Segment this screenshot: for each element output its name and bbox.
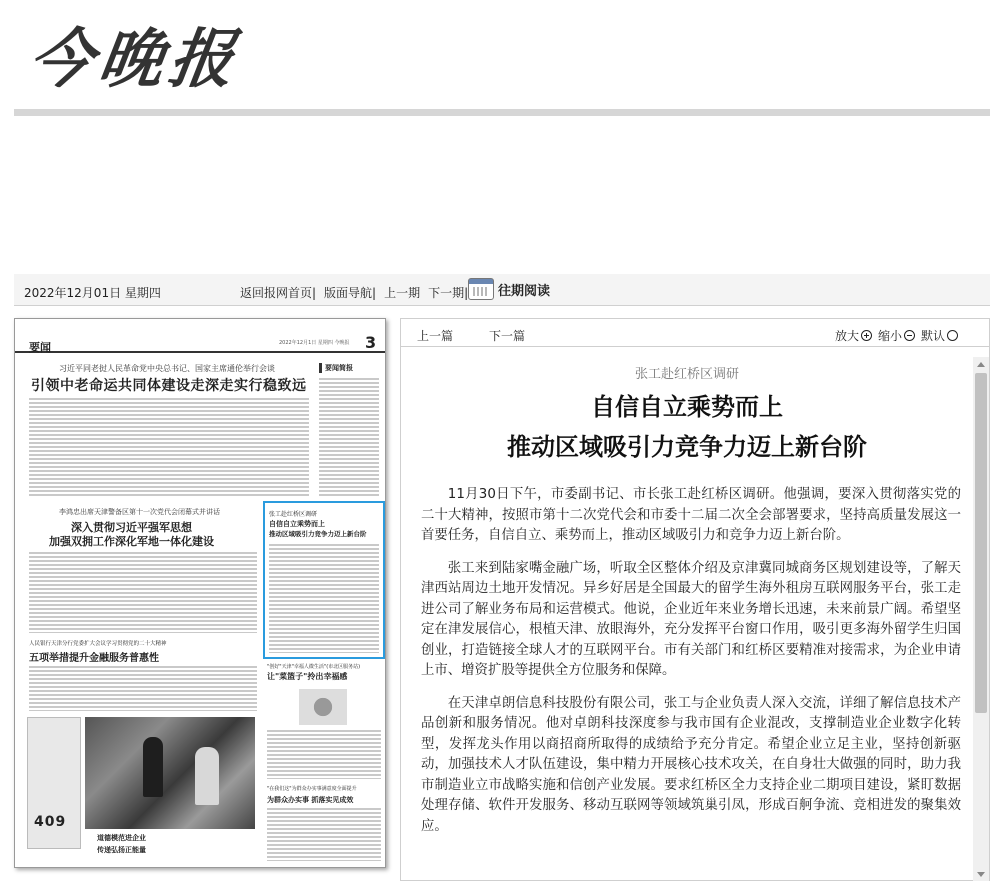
home-link[interactable]: 返回报网首页|	[240, 286, 317, 300]
page-section: 要闻	[29, 341, 51, 354]
story4-headline[interactable]: 让"菜篮子"拎出幸福感	[267, 672, 348, 681]
lottery-number: 409	[34, 814, 67, 830]
page-nav-link[interactable]: 版面导航|	[324, 286, 377, 300]
article-paragraph: 张工来到陆家嘴金融广场，听取全区整体介绍及京津冀同城商务区规划建设等，了解天津西站周边土地开发情况。异乡好居是全国最大的留学生海外租房互联网服务平台，张工走进公司了解业务布局和运营模式。他说，企业近年来业务增长迅速，未来前景广阔。希望坚定在津发展信心，根植天津、放眼海外，充分发挥平台窗口作用，吸引更多海外留学生归国创业，打造链接全球人才的互联网平台。市有关部门和红桥区要精准对接需求，为企业申请上市、增资扩股等提供全方位服务和保障。	[421, 560, 961, 678]
story1-kicker[interactable]: 习近平同老挝人民革命党中央总书记、国家主席通伦举行会谈	[59, 364, 275, 373]
archive-button[interactable]	[468, 278, 550, 300]
zoom-in-button[interactable]	[835, 327, 872, 344]
article-title-line1: 自信自立乘势而上	[591, 393, 783, 421]
issue-date: 2022年12月01日 星期四	[24, 286, 161, 300]
zoom-in-icon	[861, 330, 872, 341]
prev-issue-link[interactable]: 上一期	[384, 286, 421, 300]
page-header-date: 2022年12月1日 星期四 今晚报	[279, 340, 350, 346]
article-toolbar	[401, 319, 989, 347]
zoom-out-label: 缩小	[878, 329, 903, 343]
zoom-out-button[interactable]	[878, 327, 915, 344]
issue-navbar	[14, 274, 990, 306]
article-title-line2: 推动区域吸引力竞争力迈上新台阶	[507, 433, 867, 461]
page-number: 3	[365, 333, 377, 352]
story1-headline[interactable]: 引领中老命运共同体建设走深走实行稳致远	[31, 378, 307, 394]
selected-article-box[interactable]	[263, 501, 385, 659]
news-photo[interactable]	[85, 717, 255, 829]
story5-text[interactable]	[267, 807, 381, 861]
story4-photo[interactable]	[299, 689, 347, 725]
brief-tag[interactable]: 要闻简报	[319, 363, 379, 373]
zoom-out-icon	[904, 330, 915, 341]
story2-headline-line2[interactable]: 加强双拥工作深化军地一体化建设	[49, 535, 214, 548]
next-article-link[interactable]: 下一篇	[489, 329, 526, 343]
article-panel	[400, 318, 990, 881]
nav-links	[240, 284, 468, 301]
zoom-reset-label: 默认	[921, 329, 946, 343]
story5-headline[interactable]: 为群众办实事 抓落实见成效	[267, 796, 354, 804]
story3-kicker[interactable]: 人民银行天津分行党委扩大会议学习贯彻党的二十大精神	[29, 641, 167, 647]
scroll-down-arrow-icon[interactable]	[973, 867, 989, 881]
story3-text[interactable]	[29, 665, 257, 711]
selected-article-kicker: 张工赴红桥区调研	[269, 511, 318, 518]
article-paragraph: 在天津卓朗信息科技股份有限公司，张工与企业负责人深入交流，详细了解信息技术产品创新和服务情况。他对卓朗科技深度参与我市国有企业混改，支撑制造业企业数字化转型，发挥龙头作用以商招商所取得的成绩给予充分肯定。希望企业立足主业，坚持创新驱动，加强技术人才队伍建设，集中精力开展核心技术攻关，在自身壮大做强的同时，助力我市制造业立市战略实施和信创产业发展。要求红桥区全力支持企业二期项目建设，紧盯数据处理存储、软件开发服务、移动互联网等领域筑巢引凤，形成百舸争流、竞相进发的聚集效应。	[421, 695, 961, 834]
story5-kicker[interactable]: "在我们这"为群众办实事满意度全面提升	[267, 786, 357, 792]
article-body	[421, 485, 961, 849]
story2-headline-line1[interactable]: 深入贯彻习近平强军思想	[71, 521, 192, 534]
photo-caption-line2[interactable]: 传递弘扬正能量	[97, 846, 146, 854]
article-kicker: 张工赴红桥区调研	[634, 367, 739, 382]
archive-label: 往期阅读	[498, 283, 551, 299]
calendar-icon	[468, 278, 494, 300]
newspaper-logo[interactable]: 今晚报	[23, 22, 245, 97]
page-preview[interactable]	[14, 318, 386, 868]
story2-kicker[interactable]: 李鸿忠出席天津警备区第十一次党代会闭幕式并讲话	[59, 508, 220, 516]
story3-headline[interactable]: 五项举措提升金融服务普惠性	[29, 653, 159, 664]
next-issue-link[interactable]: 下一期|	[428, 286, 469, 300]
zoom-reset-icon	[947, 330, 958, 341]
selected-article-title1: 自信自立乘势而上	[269, 520, 325, 528]
article-scrollbar[interactable]	[973, 357, 989, 881]
brief-text[interactable]	[319, 377, 379, 497]
zoom-in-label: 放大	[835, 329, 860, 343]
lottery-ad[interactable]	[27, 717, 81, 849]
masthead	[0, 0, 1002, 120]
scrollbar-thumb[interactable]	[975, 373, 987, 713]
scroll-up-arrow-icon[interactable]	[973, 357, 989, 371]
selected-article-text	[269, 543, 379, 653]
selected-article-title2: 推动区域吸引力竞争力迈上新台阶	[269, 530, 367, 538]
story4-text[interactable]	[267, 729, 381, 779]
story4-kicker[interactable]: "创好"天津"幸福人微生活"(市北区服务站)	[267, 664, 361, 670]
photo-caption-line1[interactable]: 道德模范进企业	[97, 834, 146, 842]
zoom-reset-button[interactable]	[921, 327, 958, 344]
masthead-divider	[14, 109, 990, 116]
zoom-controls	[835, 327, 958, 344]
page-header	[15, 319, 385, 353]
article-paragraph: 11月30日下午，市委副书记、市长张工赴红桥区调研。他强调，要深入贯彻落实党的二十大精神，按照市第十二次党代会和市委十二届二次全会部署要求，坚持高质量发展这一首要任务，自信自立、乘势而上，推动区域吸引力和竞争力迈上新台阶。	[421, 487, 961, 543]
prev-article-link[interactable]: 上一篇	[417, 329, 454, 343]
story1-text[interactable]	[29, 397, 309, 497]
story2-text[interactable]	[29, 551, 257, 633]
